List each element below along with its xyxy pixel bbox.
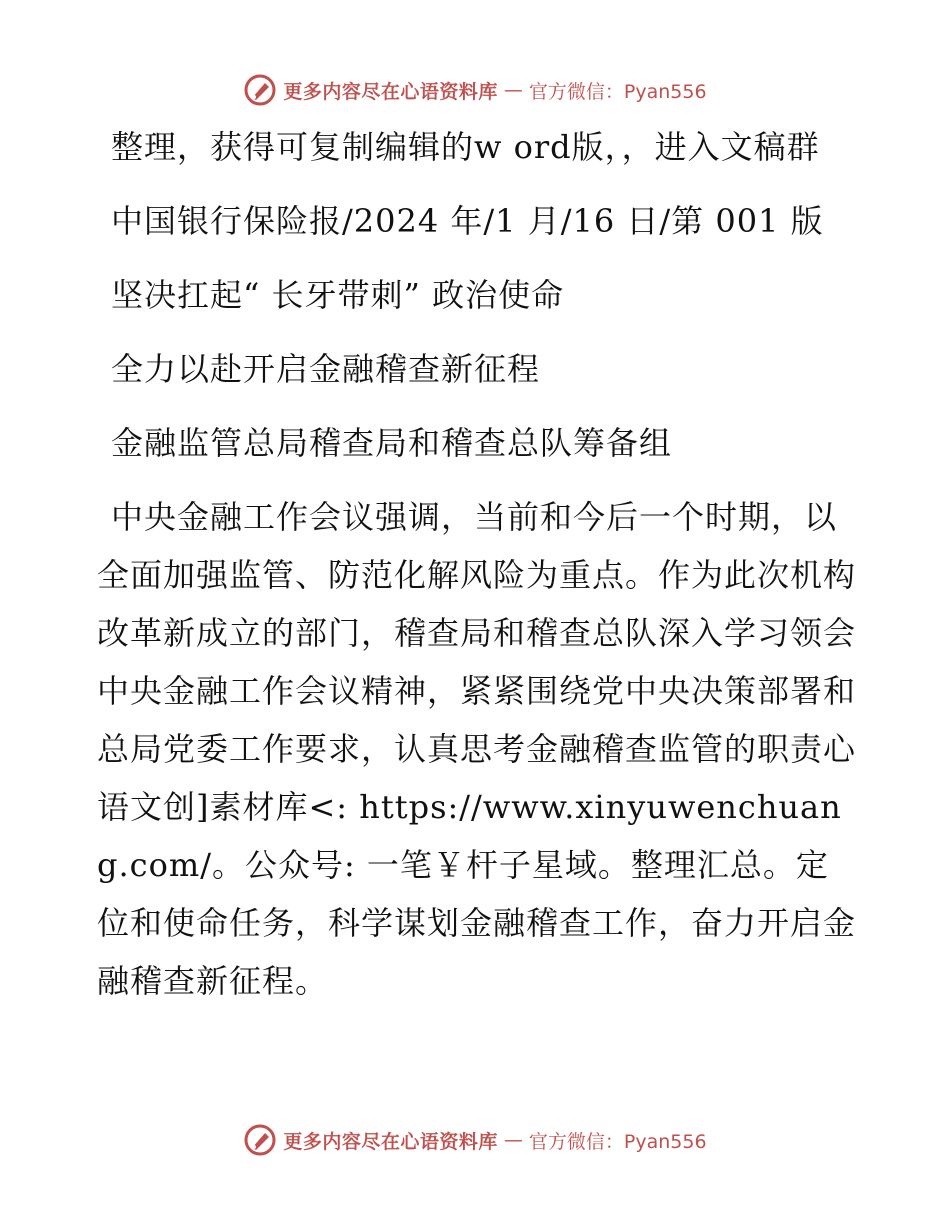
footer-banner — [0, 1120, 950, 1160]
author-line: 金融监管总局稽查局和稽查总队筹备组 — [111, 424, 673, 462]
banner-wechat: 官方微信：Pyan556 — [528, 80, 707, 103]
banner-text: 更多内容尽在心语资料库 — [283, 1130, 498, 1153]
body-paragraph: 中央金融工作会议强调，当前和今后一个时期，以全面加强监管、防范化解风险为重点。作为此次机构改革新成立的部门，稽查局和稽查总队深入学习领会中央金融工作会议精神，紧紧围绕党中央决策部署和总局党委工作要求，认真思考金融稽查监管的职责心语文创]素材库<: https://www.xinyuwenchuang.com/。公众号: 一笔￥杆子星域。整理汇总。定位和使命任务，科学谋划金融稽查工作，奋力开启金融稽查新征程。 — [97, 498, 857, 1000]
banner-separator: — — [503, 79, 523, 101]
header-banner — [0, 70, 950, 110]
pen-nib-logo-icon — [243, 73, 277, 107]
intro-paragraph: 整理，获得可复制编辑的w ord版，，进入文稿群 — [111, 128, 820, 166]
headline-2: 全力以赴开启金融稽查新征程 — [111, 350, 541, 388]
banner-separator: — — [503, 1129, 523, 1151]
headline-1: 坚决扛起“ 长牙带刺” 政治使命 — [111, 276, 565, 314]
banner-wechat: 官方微信：Pyan556 — [528, 1130, 707, 1153]
pen-nib-logo-icon — [243, 1123, 277, 1157]
banner-text: 更多内容尽在心语资料库 — [283, 80, 498, 103]
source-line: 中国银行保险报/2024 年/1 月/16 日/第 001 版 — [111, 202, 824, 240]
document-body — [97, 118, 857, 1026]
